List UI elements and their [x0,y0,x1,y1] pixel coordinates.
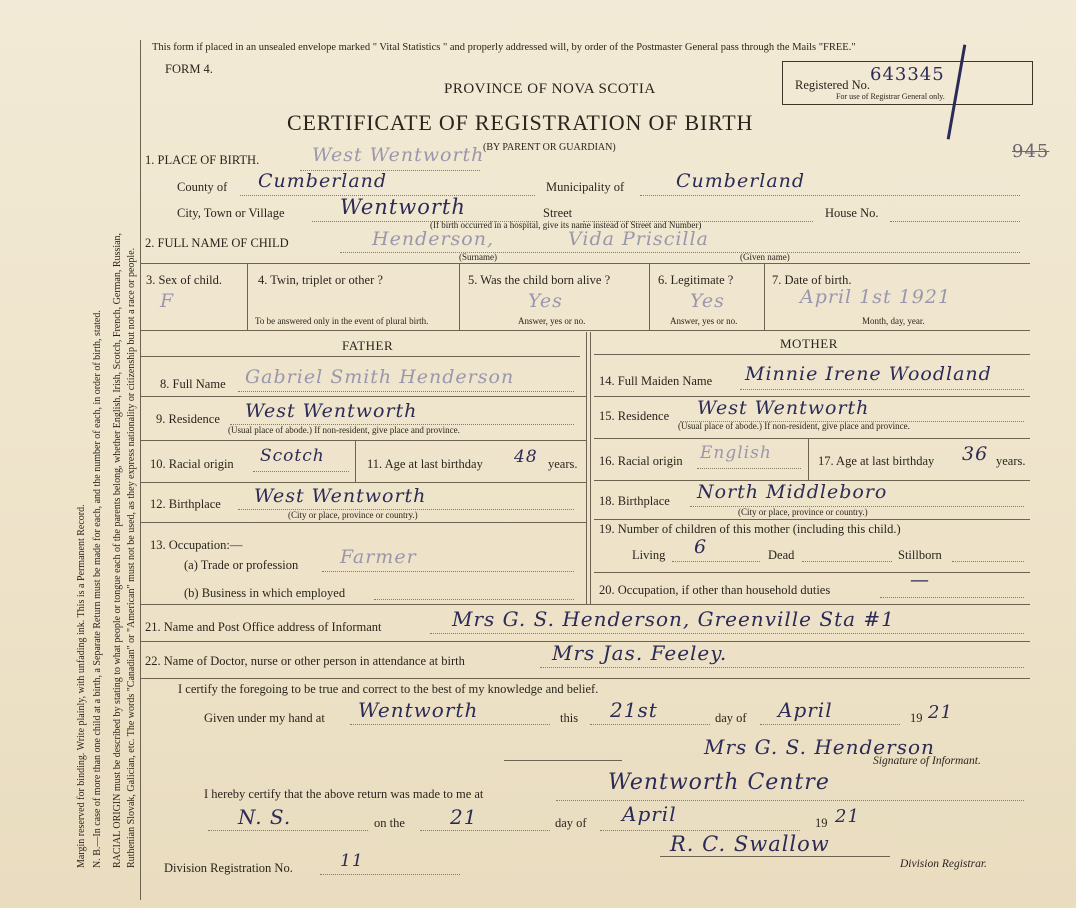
mother-heading: MOTHER [780,336,838,351]
mother-age-label: 17. Age at last birthday [818,454,935,468]
legitimate-note: Answer, yes or no. [670,316,738,326]
mother-race-value: English [700,443,772,463]
city-label: City, Town or Village [177,206,285,220]
registrar-certify-text: I hereby certify that the above return was made to me at [204,787,484,801]
given-name-note: (Given name) [740,252,790,262]
mother-years: years. [996,454,1026,468]
sex-value: F [160,290,175,312]
division-registrar-label: Division Registrar. [900,858,987,870]
father-years: years. [548,457,578,471]
child-name-label: 2. FULL NAME OF CHILD [145,236,289,250]
county-value: Cumberland [258,170,388,192]
alive-label: 5. Was the child born alive ? [468,273,611,287]
informant-label: 21. Name and Post Office address of Informant [145,620,382,634]
registrar-month-value: April [622,802,677,826]
father-birthplace-value: West Wentworth [254,485,427,507]
registrar-year-prefix: 19 [815,816,828,830]
registrar-dayof-label: day of [555,816,587,830]
alive-note: Answer, yes or no. [518,316,586,326]
mother-occupation-value: — [910,569,930,591]
mother-living-label: Living [632,548,666,562]
father-heading: FATHER [342,338,394,353]
mother-dead-label: Dead [768,548,795,562]
father-name-label: 8. Full Name [160,377,226,391]
certify-text: I certify the foregoing to be true and correct to the best of my knowledge and belief. [178,682,599,696]
margin-note-2: N. B.—In case of more than one child at a birth, a Separate Return must be made for each, and the number of each, in order of birth, stated. [92,310,103,868]
registrar-onthe-label: on the [374,816,405,830]
municipality-value: Cumberland [676,170,806,192]
father-residence-value: West Wentworth [245,400,418,422]
date-label: 7. Date of birth. [772,273,852,287]
mother-residence-label: 15. Residence [599,409,670,423]
given-year-value: 21 [928,702,953,723]
given-this-label: this [560,711,579,725]
father-name-value: Gabriel Smith Henderson [245,366,515,388]
mother-residence-value: West Wentworth [697,397,870,419]
legitimate-value: Yes [690,290,725,312]
street-label: Street [543,206,573,220]
house-label: House No. [825,206,879,220]
division-registration-value: 11 [340,851,364,871]
surname-note: (Surname) [459,252,497,262]
place-value: West Wentworth [312,144,485,166]
legitimate-label: 6. Legitimate ? [658,273,734,287]
father-age-label: 11. Age at last birthday [367,457,483,471]
date-value: April 1st 1921 [800,286,952,308]
father-trade-label: (a) Trade or profession [184,558,299,572]
twin-label: 4. Twin, triplet or other ? [258,273,383,287]
registrar-day-value: 21 [450,805,478,829]
signature-label: Signature of Informant. [873,755,981,767]
city-value: Wentworth [340,195,466,219]
registrar-note: For use of Registrar General only. [836,92,945,101]
father-residence-label: 9. Residence [156,412,220,426]
father-age-value: 48 [514,447,538,467]
given-place-value: Wentworth [358,698,479,722]
mother-birthplace-note: (City or place, province or country.) [738,507,868,517]
father-business-label: (b) Business in which employed [184,586,346,600]
mother-residence-note: (Usual place of abode.) If non-resident, give place and province. [678,421,910,431]
registrar-year-value: 21 [835,806,860,827]
postal-notice: This form if placed in an unsealed envelope marked " Vital Statistics " and properly addressed will, by order of the Postmaster General pass through the Mails "FREE." [152,42,856,53]
province-heading: PROVINCE OF NOVA SCOTIA [444,81,656,97]
municipality-label: Municipality of [546,180,625,194]
mother-name-label: 14. Full Maiden Name [599,374,713,388]
given-under-label: Given under my hand at [204,711,325,725]
county-label: County of [177,180,228,194]
given-year-prefix: 19 [910,711,923,725]
alive-value: Yes [528,290,563,312]
child-surname: Henderson, [372,228,495,250]
child-given-name: Vida Priscilla [568,228,709,250]
place-label: 1. PLACE OF BIRTH. [145,153,260,167]
stamp-number: 945 [1012,141,1050,162]
hospital-note: (If birth occurred in a hospital, give its name instead of Street and Number) [430,220,702,230]
registrar-signature: R. C. Swallow [670,832,830,856]
margin-note-1: Margin reserved for binding. Write plainly, with unfading ink. This is a Permanent Record. [76,504,87,868]
father-residence-note: (Usual place of abode.) If non-resident, give place and province. [228,425,460,435]
father-trade-value: Farmer [340,546,417,568]
mother-birthplace-label: 18. Birthplace [599,494,670,508]
given-dayof-label: day of [715,711,747,725]
mother-birthplace-value: North Middleboro [697,481,888,503]
mother-age-value: 36 [962,443,989,465]
doctor-label: 22. Name of Doctor, nurse or other person in attendance at birth [145,654,465,668]
mother-occupation-label: 20. Occupation, if other than household duties [599,583,831,597]
mother-children-label: 19. Number of children of this mother (including this child.) [599,522,901,536]
sex-label: 3. Sex of child. [146,273,223,287]
given-day-value: 21st [610,698,658,722]
father-occupation-label: 13. Occupation:— [150,538,243,552]
mother-name-value: Minnie Irene Woodland [745,363,992,385]
margin-rule [140,40,141,900]
father-race-value: Scotch [260,446,325,466]
father-race-label: 10. Racial origin [150,457,234,471]
registrar-place-value: Wentworth Centre [608,770,830,795]
mother-race-label: 16. Racial origin [599,454,683,468]
informant-signature: Mrs G. S. Henderson [704,735,935,759]
given-month-value: April [778,698,833,722]
registrar-province-value: N. S. [238,805,292,829]
twin-note: To be answered only in the event of plural birth. [255,316,429,326]
certificate-title: CERTIFICATE OF REGISTRATION OF BIRTH [287,110,754,135]
father-birthplace-note: (City or place, province or country.) [288,510,418,520]
margin-note-4: Ruthenian Slovak, Galician, etc. The words "Canadian" or "American" must not be used, as they express nationality or citizenship but not a race or people. [126,247,137,868]
father-birthplace-label: 12. Birthplace [150,497,221,511]
registered-label: Registered No. [795,78,870,92]
mother-living-value: 6 [694,536,708,558]
division-registration-label: Division Registration No. [164,861,293,875]
doctor-value: Mrs Jas. Feeley. [552,641,728,665]
date-note: Month, day, year. [862,316,925,326]
registered-number: 643345 [870,64,945,85]
certificate-subtitle: (BY PARENT OR GUARDIAN) [483,142,616,153]
margin-note-3: RACIAL ORIGIN must be described by stating to what people or tongue each of the parents belong, whether English, Irish, Scotch, French, German, Russian, [112,232,123,868]
informant-value: Mrs G. S. Henderson, Greenville Sta #1 [452,607,895,631]
mother-stillborn-label: Stillborn [898,548,942,562]
form-number: FORM 4. [165,62,213,76]
